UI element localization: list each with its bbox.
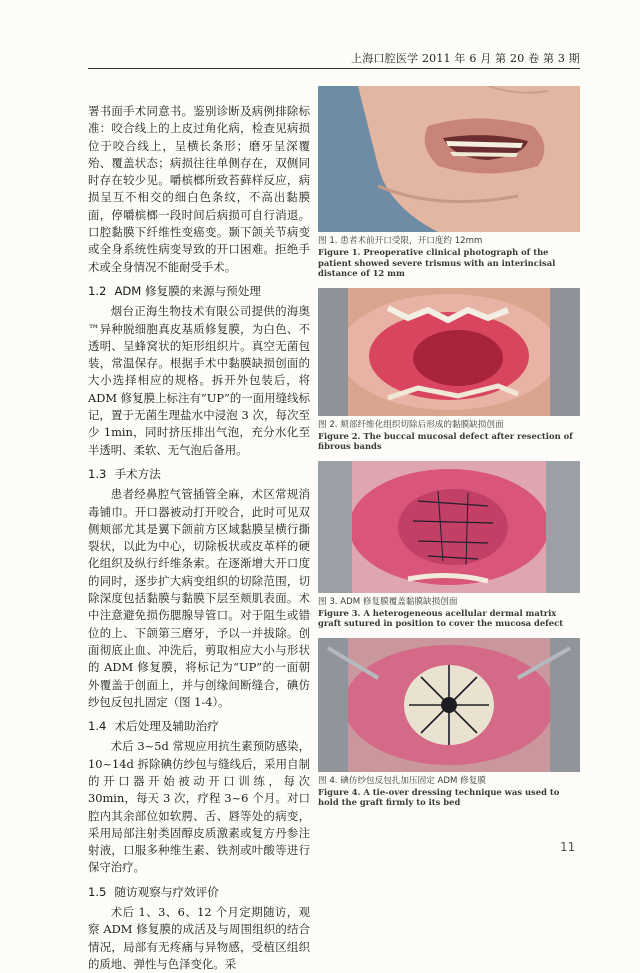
section-title: 随访观察与疗效评价 xyxy=(114,884,219,899)
figure-1-caption-en: Figure 1. Preoperative clinical photograph of the patient showed severe trismus with an interincisal distance of 12 mm xyxy=(318,247,556,278)
figure-4-caption-en: Figure 4. A tie-over dressing technique was used to hold the graft firmly to its bed xyxy=(318,786,560,807)
figure-3 xyxy=(318,461,580,629)
section-1-4-heading xyxy=(88,718,310,735)
left-column xyxy=(88,103,310,973)
section-1-5-heading xyxy=(88,884,310,901)
section-1-2-text: 烟台正海生物技术有限公司提供的海奥™异种脱细胞真皮基质修复膜，为白色、不透明、呈蜂窝状的矩形组织片。真空无菌包装，常温保存。根据手术中黏膜缺损创面的大小选择相应的规格。拆开外包装后，将 ADM 修复膜上标注有“UP”的一面用缝线标记，置于无菌生理盐水中浸泡 3 次，每次至少 1min，同时挤压排出气泡，充分水化至半透明、柔软、无气泡后备用。 xyxy=(88,304,310,457)
section-1-3-heading xyxy=(88,466,310,483)
figure-2-caption-cn: 图 2. 颊部纤维化组织切除后形成的黏膜缺损创面 xyxy=(318,419,504,430)
figure-3-photo xyxy=(318,461,580,593)
section-1-4-text: 术后 3~5d 常规应用抗生素预防感染，10~14d 拆除碘仿纱包与缝线后，采用自制的开口器开始被动开口训练，每次 30min，每天 3 次，疗程 3~6 个月。对口腔内其余部位如软腭、舌、唇等处的病变，采用局部注射类固醇皮质激素或复方丹参注射液，口服多种维生素、铁剂或叶酸等进行保守治疗。 xyxy=(88,739,310,875)
section-1-2-heading xyxy=(88,283,310,300)
intro-paragraph: 署书面手术同意书。鉴别诊断及病例排除标准：咬合线上的上皮过角化病，检查见病损位于咬合线上，呈横长条形；磨牙呈深覆殆、覆盖状态；病损往往单侧存在，双侧同时存在较少见。嚼槟榔所致苔藓样反应，病损呈互不相交的细白色条纹，不高出黏膜面，停嚼槟榔一段时间后病损可自行消退。口腔黏膜下纤维性变癌变。颞下颌关节病变或全身系统性病变导致的开口困难。拒绝手术或全身情况不能耐受手术。 xyxy=(88,104,310,274)
running-header: 上海口腔医学 2011 年 6 月 第 20 卷 第 3 期 xyxy=(351,52,580,65)
section-title: 术后处理及辅助治疗 xyxy=(114,719,219,734)
header-rule xyxy=(88,68,580,69)
figure-2 xyxy=(318,288,580,452)
section-number: 1.3 xyxy=(88,466,107,481)
section-number: 1.5 xyxy=(88,884,107,899)
figure-4-photo xyxy=(318,638,580,772)
figure-1-photo xyxy=(318,86,580,232)
section-title: ADM 修复膜的来源与预处理 xyxy=(114,283,261,298)
section-1-3-text: 患者经鼻腔气管插管全麻，术区常规消毒铺巾。开口器被动打开咬合，此时可见双侧颊部尤其是翼下颌前方区域黏膜呈横行撕裂状，以此为中心，切除板状或皮革样的硬化组织及纵行纤维条索。在逐渐增大开口度的同时，逐步扩大病变组织的切除范围，切除深度包括黏膜与黏膜下层至颊肌表面。术中注意避免损伤腮腺导管口。对于阻生或错位的上、下颌第三磨牙，予以一并拔除。创面彻底止血、冲洗后，剪取相应大小与形状的 ADM 修复膜，将标记为“UP”的一面朝外覆盖于创面上，并与创缘间断缝合，碘仿纱包反包扎固定（图 1-4）。 xyxy=(88,487,310,709)
figure-2-caption-en: Figure 2. The buccal mucosal defect after resection of fibrous bands xyxy=(318,430,573,451)
figure-3-caption-cn: 图 3. ADM 修复膜覆盖黏膜缺损创面 xyxy=(318,596,458,607)
section-number: 1.4 xyxy=(88,719,107,734)
figure-1-caption-cn: 图 1. 患者术前开口受限，开口度约 12mm xyxy=(318,236,483,246)
section-number: 1.2 xyxy=(88,283,107,298)
figure-4 xyxy=(318,638,580,808)
section-title: 手术方法 xyxy=(114,466,161,481)
figure-3-caption-en: Figure 3. A heterogeneous acellular dermal matrix graft sutured in position to cover the mucosa defect xyxy=(318,607,564,628)
page-number: 11 xyxy=(560,840,576,854)
figure-2-photo xyxy=(318,288,580,416)
figures-column xyxy=(318,86,580,808)
section-1-5-text: 术后 1、3、6、12 个月定期随访，观察 ADM 修复膜的成活及与周围组织的结合情况，局部有无疼痛与异物感，受植区组织的质地、弹性与色泽变化。采 xyxy=(88,905,310,971)
figure-4-caption-cn: 图 4. 碘仿纱包反包扎加压固定 ADM 修复膜 xyxy=(318,775,486,786)
figure-1 xyxy=(318,86,580,279)
